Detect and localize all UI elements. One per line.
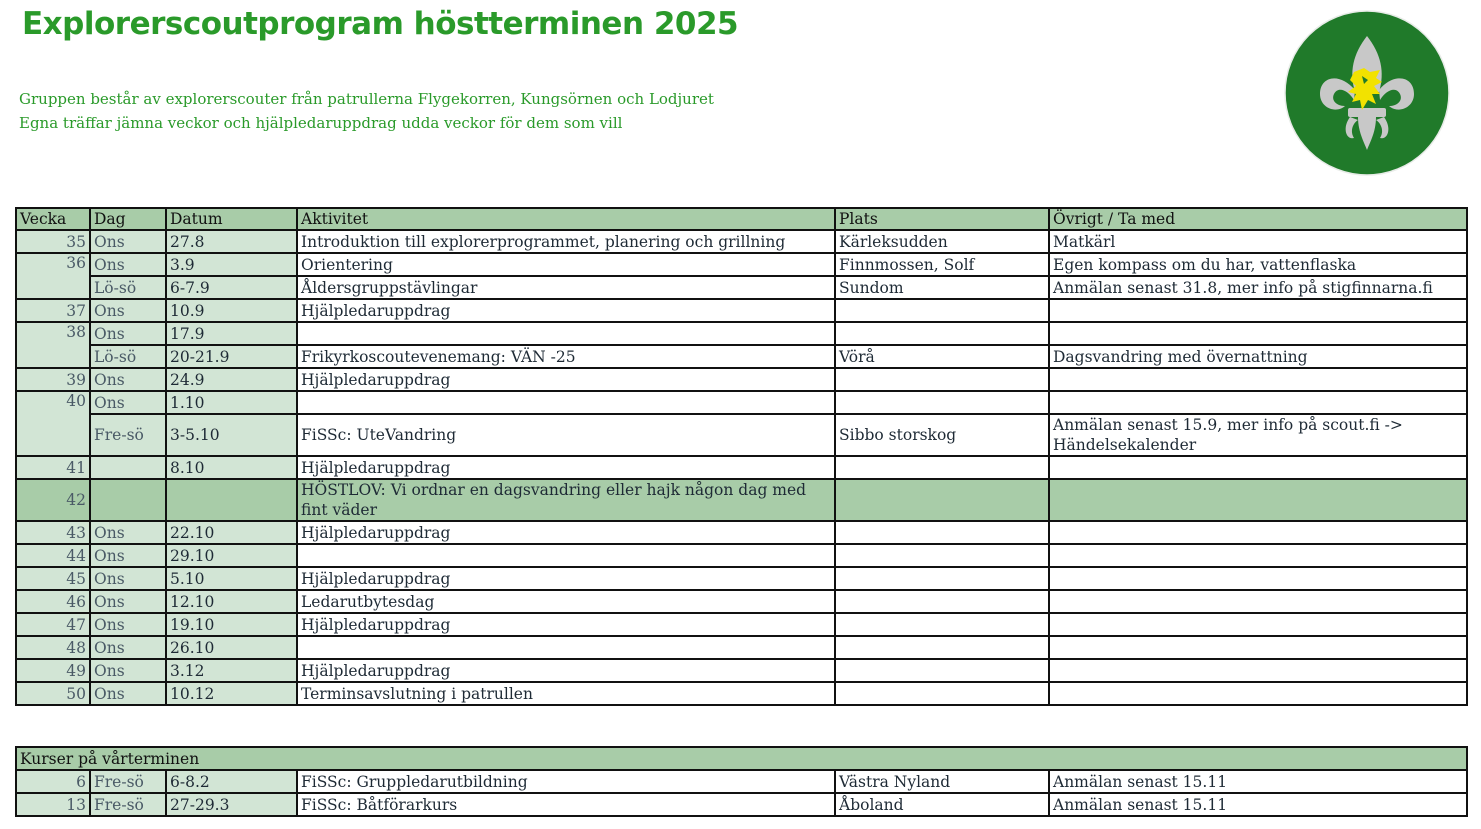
cell-day: Fre-sö xyxy=(90,414,166,456)
table-row xyxy=(16,253,1467,276)
cell-activity: Hjälpledaruppdrag xyxy=(297,567,835,590)
column-header: Vecka xyxy=(16,208,90,230)
cell-other xyxy=(1049,544,1467,567)
table-row xyxy=(16,567,1467,590)
cell-other xyxy=(1049,590,1467,613)
cell-activity: Hjälpledaruppdrag xyxy=(297,368,835,391)
cell-date: 12.10 xyxy=(166,590,297,613)
cell-other xyxy=(1049,636,1467,659)
cell-other xyxy=(1049,322,1467,345)
table-row xyxy=(16,456,1467,479)
table-row xyxy=(16,521,1467,544)
column-header: Aktivitet xyxy=(297,208,835,230)
cell-week: 41 xyxy=(16,456,90,479)
cell-day xyxy=(90,479,166,521)
cell-date: 22.10 xyxy=(166,521,297,544)
cell-place xyxy=(835,590,1049,613)
column-header: Datum xyxy=(166,208,297,230)
cell-other xyxy=(1049,299,1467,322)
cell-week: 42 xyxy=(16,479,90,521)
cell-activity: Hjälpledaruppdrag xyxy=(297,659,835,682)
cell-date: 6-8.2 xyxy=(166,770,297,793)
cell-place: Sibbo storskog xyxy=(835,414,1049,456)
cell-date: 3.9 xyxy=(166,253,297,276)
cell-day: Ons xyxy=(90,636,166,659)
table-row xyxy=(16,276,1467,299)
cell-activity xyxy=(297,544,835,567)
cell-week: 45 xyxy=(16,567,90,590)
cell-day: Ons xyxy=(90,567,166,590)
cell-place xyxy=(835,368,1049,391)
cell-place xyxy=(835,613,1049,636)
courses-title: Kurser på vårterminen xyxy=(16,747,1467,770)
cell-day xyxy=(90,456,166,479)
cell-date: 3.12 xyxy=(166,659,297,682)
cell-week: 37 xyxy=(16,299,90,322)
cell-date: 10.12 xyxy=(166,682,297,705)
cell-activity: Åldersgruppstävlingar xyxy=(297,276,835,299)
table-row xyxy=(16,299,1467,322)
cell-date: 3-5.10 xyxy=(166,414,297,456)
cell-other: Anmälan senast 31.8, mer info på stigfinnarna.fi xyxy=(1049,276,1467,299)
table-row xyxy=(16,636,1467,659)
table-row xyxy=(16,368,1467,391)
table-row xyxy=(16,613,1467,636)
cell-day: Ons xyxy=(90,613,166,636)
cell-day: Fre-sö xyxy=(90,770,166,793)
cell-activity xyxy=(297,391,835,414)
cell-week: 40 xyxy=(16,391,90,456)
table-row xyxy=(16,414,1467,456)
cell-place xyxy=(835,636,1049,659)
cell-other xyxy=(1049,613,1467,636)
cell-day: Ons xyxy=(90,253,166,276)
cell-date: 27-29.3 xyxy=(166,793,297,816)
cell-week: 38 xyxy=(16,322,90,368)
cell-other xyxy=(1049,659,1467,682)
cell-date: 6-7.9 xyxy=(166,276,297,299)
cell-place xyxy=(835,456,1049,479)
cell-other: Egen kompass om du har, vattenflaska xyxy=(1049,253,1467,276)
cell-place xyxy=(835,322,1049,345)
cell-activity: Orientering xyxy=(297,253,835,276)
cell-place xyxy=(835,682,1049,705)
cell-week: 44 xyxy=(16,544,90,567)
cell-activity: HÖSTLOV: Vi ordnar en dagsvandring eller hajk någon dag med fint väder xyxy=(297,479,835,521)
cell-place xyxy=(835,391,1049,414)
cell-week: 13 xyxy=(16,793,90,816)
cell-activity: Hjälpledaruppdrag xyxy=(297,456,835,479)
courses-header-row xyxy=(16,747,1467,770)
cell-other xyxy=(1049,391,1467,414)
cell-date: 27.8 xyxy=(166,230,297,253)
cell-day: Ons xyxy=(90,659,166,682)
cell-day: Ons xyxy=(90,391,166,414)
table-row xyxy=(16,479,1467,521)
cell-week: 46 xyxy=(16,590,90,613)
cell-activity: FiSSc: Båtförarkurs xyxy=(297,793,835,816)
cell-date: 5.10 xyxy=(166,567,297,590)
cell-day: Ons xyxy=(90,299,166,322)
table-row xyxy=(16,230,1467,253)
cell-other: Anmälan senast 15.9, mer info på scout.fi -> Händelsekalender xyxy=(1049,414,1467,456)
cell-day: Ons xyxy=(90,521,166,544)
table-row xyxy=(16,544,1467,567)
cell-week: 49 xyxy=(16,659,90,682)
cell-other xyxy=(1049,521,1467,544)
cell-date: 24.9 xyxy=(166,368,297,391)
cell-activity: Hjälpledaruppdrag xyxy=(297,521,835,544)
cell-date: 8.10 xyxy=(166,456,297,479)
column-header: Plats xyxy=(835,208,1049,230)
cell-week: 50 xyxy=(16,682,90,705)
cell-date: 26.10 xyxy=(166,636,297,659)
cell-week: 39 xyxy=(16,368,90,391)
cell-place: Sundom xyxy=(835,276,1049,299)
cell-activity xyxy=(297,636,835,659)
cell-day: Lö-sö xyxy=(90,345,166,368)
cell-activity: Ledarutbytesdag xyxy=(297,590,835,613)
cell-place: Vörå xyxy=(835,345,1049,368)
intro-line-2: Egna träffar jämna veckor och hjälpledaruppdrag udda veckor för dem som vill xyxy=(19,114,623,132)
cell-week: 48 xyxy=(16,636,90,659)
cell-date: 10.9 xyxy=(166,299,297,322)
cell-activity: Frikyrkoscoutevenemang: VÄN -25 xyxy=(297,345,835,368)
cell-week: 47 xyxy=(16,613,90,636)
cell-date: 19.10 xyxy=(166,613,297,636)
cell-day: Ons xyxy=(90,230,166,253)
table-row xyxy=(16,682,1467,705)
cell-date: 1.10 xyxy=(166,391,297,414)
table-row xyxy=(16,322,1467,345)
cell-activity: FiSSc: Gruppledarutbildning xyxy=(297,770,835,793)
intro-line-1: Gruppen består av explorerscouter från patrullerna Flygekorren, Kungsörnen och Lodjuret xyxy=(19,90,714,108)
cell-place: Åboland xyxy=(835,793,1049,816)
cell-date: 20-21.9 xyxy=(166,345,297,368)
cell-place xyxy=(835,567,1049,590)
cell-date xyxy=(166,479,297,521)
cell-place xyxy=(835,479,1049,521)
cell-place xyxy=(835,521,1049,544)
column-header: Övrigt / Ta med xyxy=(1049,208,1467,230)
courses-table xyxy=(15,746,1468,817)
cell-day: Ons xyxy=(90,682,166,705)
cell-activity xyxy=(297,322,835,345)
cell-week: 35 xyxy=(16,230,90,253)
program-header-row xyxy=(16,208,1467,230)
cell-other xyxy=(1049,567,1467,590)
cell-day: Ons xyxy=(90,590,166,613)
cell-place xyxy=(835,544,1049,567)
table-row xyxy=(16,590,1467,613)
cell-activity: Hjälpledaruppdrag xyxy=(297,299,835,322)
cell-week: 43 xyxy=(16,521,90,544)
cell-place: Kärleksudden xyxy=(835,230,1049,253)
cell-day: Ons xyxy=(90,368,166,391)
cell-activity: Hjälpledaruppdrag xyxy=(297,613,835,636)
cell-activity: FiSSc: UteVandring xyxy=(297,414,835,456)
cell-other: Anmälan senast 15.11 xyxy=(1049,770,1467,793)
cell-day: Fre-sö xyxy=(90,793,166,816)
cell-other xyxy=(1049,479,1467,521)
cell-place: Finnmossen, Solf xyxy=(835,253,1049,276)
cell-other: Anmälan senast 15.11 xyxy=(1049,793,1467,816)
table-row xyxy=(16,659,1467,682)
cell-other xyxy=(1049,456,1467,479)
page-title: Explorerscoutprogram höstterminen 2025 xyxy=(22,6,739,42)
cell-activity: Terminsavslutning i patrullen xyxy=(297,682,835,705)
table-row xyxy=(16,391,1467,414)
cell-other: Matkärl xyxy=(1049,230,1467,253)
cell-day: Ons xyxy=(90,322,166,345)
table-row xyxy=(16,770,1467,793)
cell-week: 6 xyxy=(16,770,90,793)
cell-place: Västra Nyland xyxy=(835,770,1049,793)
cell-place xyxy=(835,659,1049,682)
cell-week: 36 xyxy=(16,253,90,299)
cell-other xyxy=(1049,682,1467,705)
table-row xyxy=(16,345,1467,368)
scout-fleur-de-lis-lion-icon xyxy=(1284,10,1450,176)
cell-other: Dagsvandring med övernattning xyxy=(1049,345,1467,368)
cell-place xyxy=(835,299,1049,322)
table-row xyxy=(16,793,1467,816)
program-table xyxy=(15,207,1468,706)
cell-date: 29.10 xyxy=(166,544,297,567)
cell-activity: Introduktion till explorerprogrammet, planering och grillning xyxy=(297,230,835,253)
cell-date: 17.9 xyxy=(166,322,297,345)
cell-day: Ons xyxy=(90,544,166,567)
column-header: Dag xyxy=(90,208,166,230)
cell-day: Lö-sö xyxy=(90,276,166,299)
cell-other xyxy=(1049,368,1467,391)
